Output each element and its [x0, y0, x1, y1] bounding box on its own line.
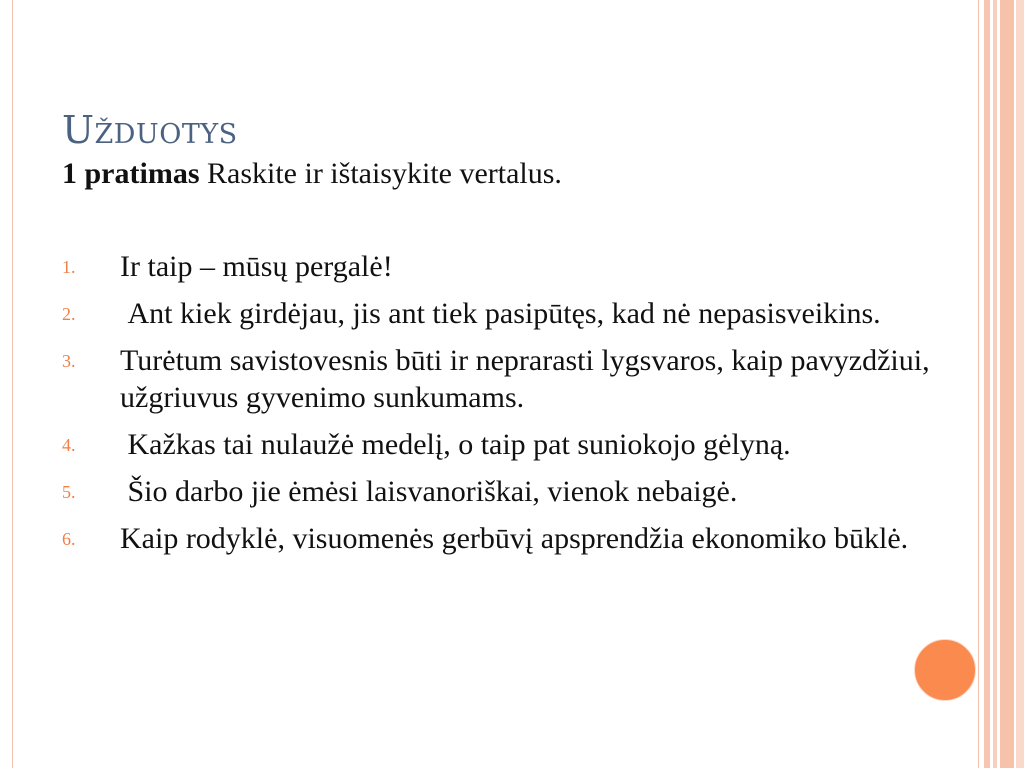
list-item: [62, 426, 942, 463]
exercise-heading: [62, 156, 562, 192]
list-item: [62, 342, 942, 416]
list-item-text: Šio darbo jie ėmėsi laisvanoriškai, vienok nebaigė.: [120, 475, 738, 508]
list-item: [62, 520, 942, 557]
list-item-text: Kaip rodyklė, visuomenės gerbūvį apsprendžia ekonomiko būklė.: [120, 522, 909, 555]
right-stripe: [984, 0, 990, 768]
list-item-number: 2.: [62, 304, 76, 324]
list-item-number: 6.: [62, 529, 76, 549]
right-stripe: [1016, 0, 1024, 768]
right-stripe: [978, 0, 979, 768]
list-item-number: 4.: [62, 435, 76, 455]
list-item-text: Turėtum savistovesnis būti ir neprarasti lygsvaros, kaip pavyzdžiui, užgriuvus gyvenimo sunkumams.: [120, 344, 938, 414]
list-item: [62, 473, 942, 510]
task-list: [62, 248, 942, 567]
exercise-instruction: Raskite ir ištaisykite vertalus.: [199, 157, 562, 190]
right-stripe: [1000, 0, 1014, 768]
list-item-text: Ant kiek girdėjau, jis ant tiek pasipūtęs, kad nė nepasisveikins.: [120, 297, 881, 330]
list-item-text: Kažkas tai nulaužė medelį, o taip pat suniokojo gėlyną.: [120, 428, 791, 461]
list-item-number: 5.: [62, 482, 76, 502]
decorative-circle: [914, 639, 976, 701]
exercise-number: 1 pratimas: [62, 157, 200, 190]
list-item: [62, 295, 942, 332]
list-item-text: Ir taip – mūsų pergalė!: [120, 250, 393, 283]
list-item: [62, 248, 942, 285]
list-item-number: 1.: [62, 257, 76, 277]
slide-title: Užduotys: [62, 108, 238, 152]
list-item-number: 3.: [62, 351, 76, 371]
left-border-line: [12, 0, 13, 768]
right-stripe: [993, 0, 997, 768]
